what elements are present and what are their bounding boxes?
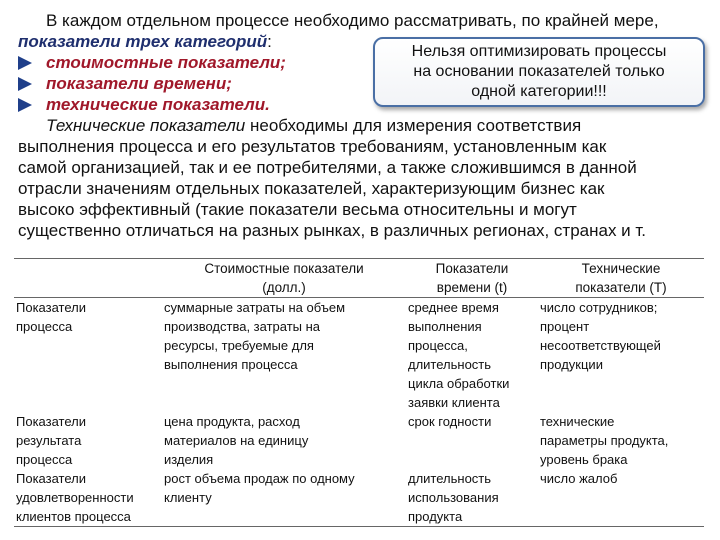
intro-line-1: В каждом отдельном процессе необходимо рассматривать, по крайней мере,: [46, 11, 659, 30]
table-header-row: [14, 259, 704, 298]
table-row: [14, 469, 704, 527]
time-cell: среднее время выполнения процесса, длительность цикла обработки заявки клиента: [408, 300, 510, 410]
technical-paragraph: Технические показатели необходимы для измерения соответствия выполнения процесса и его результатов требованиям, установленным как самой организацией, так и ее потребителями, а также сложившимся в данной отрасли значениям отдельных показателей, характеризующим бизнес как высоко эффективный (такие показатели весьма относительны и могут существенно отличаться на разных рынках, в различных регионах, странах и т.: [18, 116, 647, 240]
header-cost: Стоимостные показатели (долл.): [204, 261, 364, 295]
categories-title: показатели трех категорий: [18, 32, 268, 51]
row-name: Показатели удовлетворенности клиентов процесса: [16, 471, 134, 524]
cost-cell: рост объема продаж по одному клиенту: [164, 471, 355, 505]
cost-cell: суммарные затраты на объем производства, затраты на ресурсы, требуемые для выполнения процесса: [164, 300, 346, 372]
time-cell: срок годности: [408, 414, 492, 429]
list-item: показатели времени;: [18, 73, 708, 94]
row-name: Показатели процесса: [16, 300, 86, 334]
header-empty: [14, 259, 162, 298]
row-name: Показатели результата процесса: [16, 414, 86, 467]
table-row: [14, 298, 704, 413]
arrow-bullet-icon: [18, 56, 32, 70]
header-tech: Технические показатели (T): [575, 261, 667, 295]
time-cell: длительность использования продукта: [408, 471, 499, 524]
callout-box: Нельзя оптимизировать процессы на основании показателей только одной категории!!!: [373, 37, 705, 107]
cost-cell: цена продукта, расход материалов на единицу изделия: [164, 414, 309, 467]
header-time: Показатели времени (t): [435, 261, 509, 295]
arrow-bullet-icon: [18, 98, 32, 112]
list-item: технические показатели.: [18, 94, 708, 115]
arrow-bullet-icon: [18, 77, 32, 91]
list-item: стоимостные показатели;: [18, 52, 708, 73]
intro-line-2: показатели трех категорий:: [18, 32, 272, 51]
tech-cell: число сотрудников; процент несоответствующей продукции: [540, 300, 661, 372]
table-row: [14, 412, 704, 469]
tech-cell: число жалоб: [540, 471, 618, 486]
metrics-table: [14, 258, 704, 527]
tech-cell: технические параметры продукта, уровень брака: [540, 414, 669, 467]
